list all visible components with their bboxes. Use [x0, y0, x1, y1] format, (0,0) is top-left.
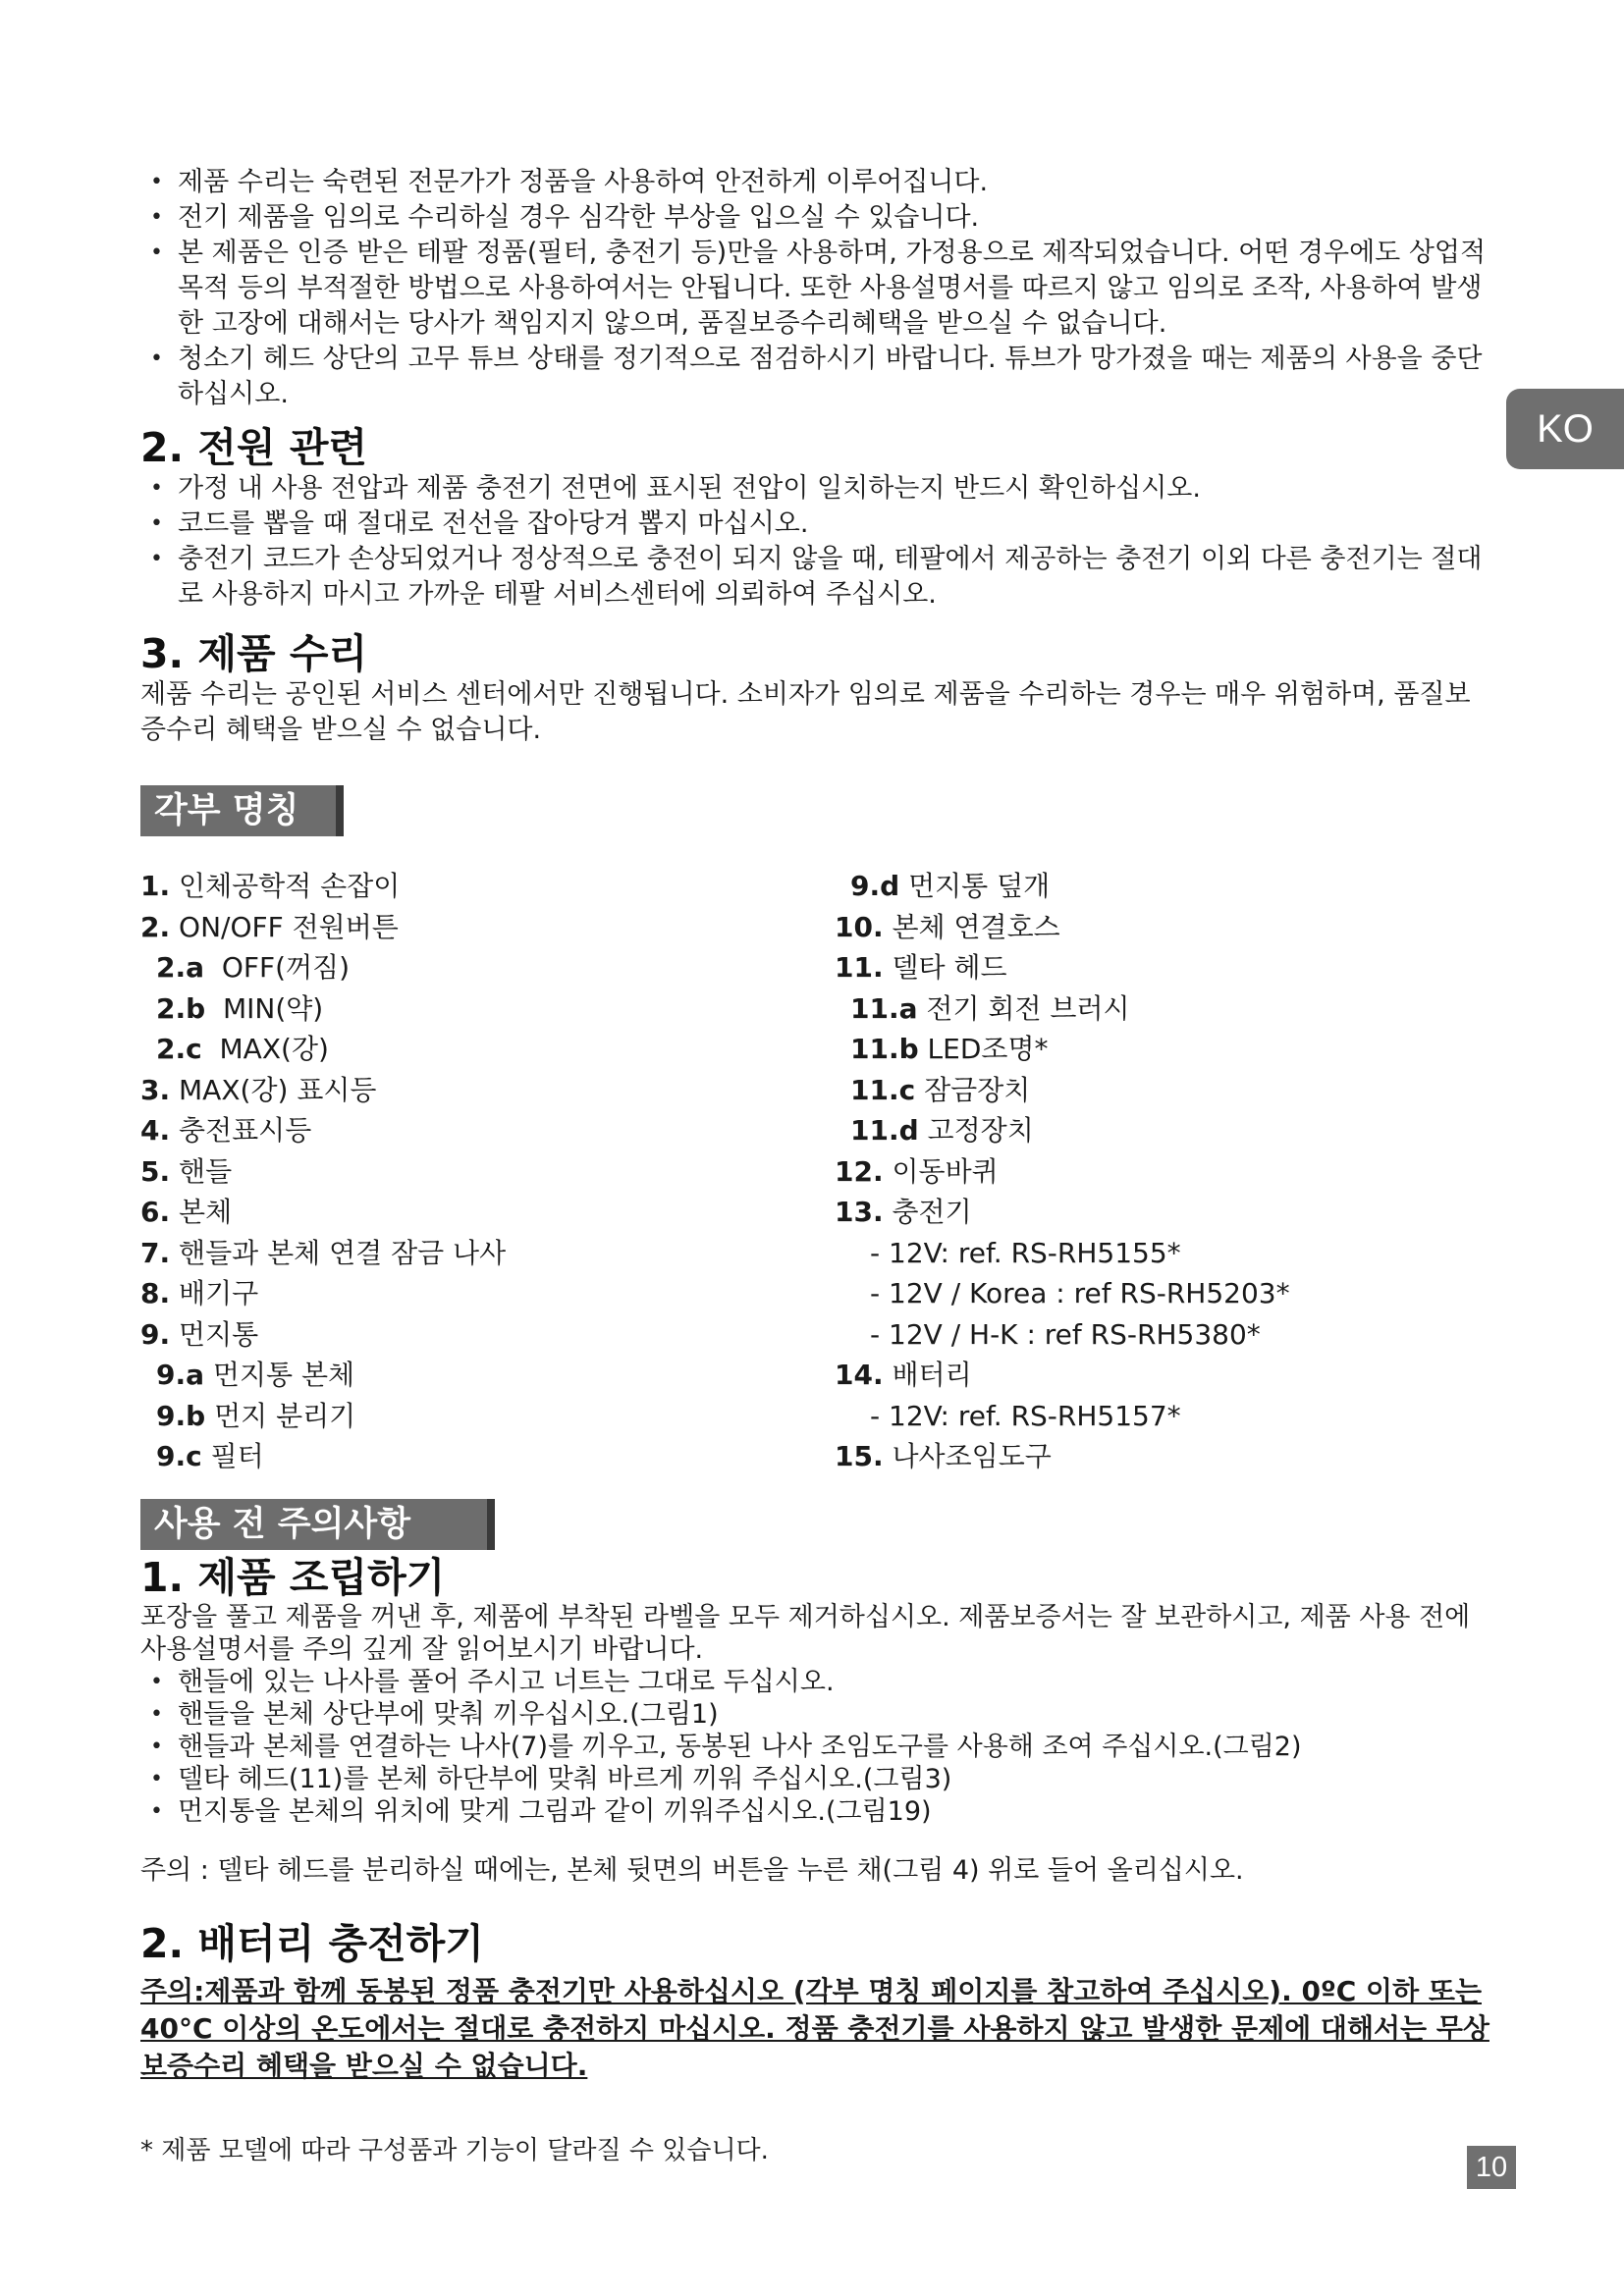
- parts-item: [835, 988, 1483, 1030]
- parts-item-label: 이동바퀴: [883, 1154, 999, 1188]
- parts-item: [835, 1070, 1483, 1111]
- parts-item-label: 먼지통: [170, 1317, 259, 1351]
- parts-item-label: MAX(강): [201, 1033, 329, 1065]
- assembly-note: 주의 : 델타 헤드를 분리하실 때에는, 본체 뒷면의 버튼을 누른 채(그림 4) 위로 들어 올리십시오.: [140, 1854, 1244, 1886]
- parts-item: [835, 1029, 1483, 1070]
- parts-item: [140, 1436, 835, 1477]
- parts-item-number: 15.: [835, 1440, 884, 1472]
- parts-item-label: 잠금장치: [915, 1073, 1031, 1106]
- page-number: 10: [1467, 2146, 1516, 2189]
- parts-item: [835, 1110, 1483, 1151]
- parts-item-label: 먼지통 본체: [204, 1359, 355, 1391]
- parts-item-label: 먼지통 덮개: [899, 870, 1051, 902]
- list-item: • 전기 제품을 임의로 수리하실 경우 심각한 부상을 입으실 수 있습니다.: [140, 200, 1495, 236]
- parts-item: [140, 1151, 835, 1193]
- parts-banner-wrap: [140, 785, 1495, 836]
- parts-item-label: LED조명*: [918, 1033, 1049, 1065]
- parts-item: [835, 947, 1483, 988]
- parts-item-label: 전기 회전 브러시: [917, 991, 1130, 1025]
- section-title-assembly: 1. 제품 조립하기: [140, 1553, 446, 1601]
- parts-item-number: 2.c: [156, 1033, 202, 1065]
- parts-item-label: 먼지 분리기: [205, 1399, 356, 1432]
- assembly-bullet-list: [140, 1666, 1495, 1828]
- precaution-banner-wrap: [140, 1499, 1495, 1550]
- parts-item-label: - 12V / Korea : ref RS-RH5203*: [870, 1277, 1290, 1309]
- parts-item-label: OFF(꺼짐): [204, 951, 351, 984]
- parts-item-label: 핸들: [170, 1154, 233, 1188]
- parts-item-number: 7.: [140, 1236, 171, 1269]
- language-tab[interactable]: KO: [1506, 389, 1624, 469]
- parts-item: [835, 1396, 1483, 1437]
- parts-item: [140, 1110, 835, 1151]
- parts-item-number: 2.a: [156, 951, 205, 984]
- parts-item-label: 본체: [170, 1196, 233, 1228]
- parts-item-number: 11.c: [850, 1073, 916, 1106]
- parts-item-label: 고정장치: [918, 1114, 1034, 1147]
- parts-item-number: 9.d: [850, 870, 900, 902]
- parts-item-number: 4.: [140, 1114, 171, 1147]
- list-item: • 핸들을 본체 상단부에 맞춰 끼우십시오.(그림1): [140, 1698, 1495, 1731]
- list-item: • 충전기 코드가 손상되었거나 정상적으로 충전이 되지 않을 때, 테팔에서 제공하는 충전기 이외 다른 충전기는 절대로 사용하지 마시고 가까운 테팔 서비스센터에 의뢰하여 주십시오.: [140, 542, 1495, 613]
- parts-item: [835, 1436, 1483, 1477]
- parts-item: [140, 1355, 835, 1396]
- repair-text: 제품 수리는 공인된 서비스 센터에서만 진행됩니다. 소비자가 임의로 제품을 수리하는 경우는 매우 위험하며, 품질보증수리 혜택을 받으실 수 없습니다.: [140, 679, 1471, 745]
- parts-item-number: 9.a: [156, 1359, 205, 1391]
- parts-item-label: 배터리: [883, 1359, 972, 1391]
- charging-warning: 주의:제품과 함께 동봉된 정품 충전기만 사용하십시오 (각부 명칭 페이지를 참고하여 주십시오). 0ºC 이하 또는 40°C 이상의 온도에서는 절대로 충전하지 마십시오. 정품 충전기를 사용하지 않고 발생한 문제에 대해서는 무상보증수리 혜택을 받으실 수 없습니다.: [140, 1974, 1489, 2082]
- section-title-power: 2. 전원 관련: [140, 424, 368, 471]
- parts-item-number: 3.: [140, 1073, 171, 1106]
- parts-item-label: 델타 헤드: [883, 951, 1007, 984]
- parts-item: [835, 1192, 1483, 1233]
- parts-item: [140, 1029, 835, 1070]
- parts-banner: 각부 명칭: [140, 785, 344, 836]
- parts-list: [140, 866, 1495, 1477]
- parts-item-number: 1.: [140, 870, 171, 902]
- parts-item-label: 나사조임도구: [883, 1440, 1052, 1472]
- parts-item-label: - 12V / H-K : ref RS-RH5380*: [870, 1317, 1261, 1351]
- parts-item-label: - 12V: ref. RS-RH5157*: [870, 1399, 1181, 1432]
- parts-item: [140, 1233, 835, 1274]
- parts-column-right: [835, 866, 1483, 1477]
- parts-item-number: 11.: [835, 951, 884, 984]
- parts-item: [140, 1314, 835, 1356]
- list-item: • 핸들과 본체를 연결하는 나사(7)를 끼우고, 동봉된 나사 조임도구를 사용해 조여 주십시오.(그림2): [140, 1731, 1495, 1763]
- parts-item-number: 6.: [140, 1196, 171, 1228]
- parts-item-label: 필터: [201, 1440, 264, 1472]
- list-item: • 델타 헤드(11)를 본체 하단부에 맞춰 바르게 끼워 주십시오.(그림3): [140, 1763, 1495, 1795]
- parts-item-label: 핸들과 본체 연결 잠금 나사: [170, 1236, 507, 1269]
- section-title-repair: 3. 제품 수리: [140, 630, 368, 677]
- parts-item: [835, 907, 1483, 948]
- parts-item: [140, 1273, 835, 1314]
- parts-item: [835, 1355, 1483, 1396]
- parts-item-label: MIN(약): [205, 991, 324, 1025]
- list-item: • 본 제품은 인증 받은 테팔 정품(필터, 충전기 등)만을 사용하며, 가정용으로 제작되었습니다. 어떤 경우에도 상업적 목적 등의 부적절한 방법으로 사용하여서는 안됩니다. 또한 사용설명서를 따르지 않고 임의로 조작, 사용하여 발생한 고장에 대해서는 당사가 책임지지 않으며, 품질보증수리혜택을 받으실 수 없습니다.: [140, 236, 1495, 342]
- parts-item: [835, 1314, 1483, 1356]
- parts-item-number: 2.: [140, 910, 171, 943]
- parts-item-label: MAX(강) 표시등: [170, 1073, 377, 1106]
- parts-item-label: 배기구: [170, 1277, 259, 1309]
- parts-item-number: 2.b: [156, 991, 206, 1025]
- parts-item-label: 본체 연결호스: [883, 910, 1060, 943]
- parts-item: [140, 988, 835, 1030]
- parts-item: [835, 1151, 1483, 1193]
- parts-item: [140, 1070, 835, 1111]
- parts-item: [835, 1273, 1483, 1314]
- section-title-charging: 2. 배터리 충전하기: [140, 1919, 484, 1967]
- parts-item-number: 8.: [140, 1277, 171, 1309]
- parts-item-label: 충전기: [883, 1196, 972, 1228]
- parts-item-label: 인체공학적 손잡이: [170, 870, 401, 902]
- list-item: • 청소기 헤드 상단의 고무 튜브 상태를 정기적으로 점검하시기 바랍니다. 튜브가 망가졌을 때는 제품의 사용을 중단하십시오.: [140, 342, 1495, 412]
- parts-item: [140, 907, 835, 948]
- list-item: • 가정 내 사용 전압과 제품 충전기 전면에 표시된 전압이 일치하는지 반드시 확인하십시오.: [140, 471, 1495, 507]
- parts-item-number: 11.b: [850, 1033, 919, 1065]
- parts-item: [140, 866, 835, 907]
- parts-item-number: 9.c: [156, 1440, 202, 1472]
- parts-item: [140, 947, 835, 988]
- parts-item-label: ON/OFF 전원버튼: [170, 910, 399, 943]
- page-content: [140, 165, 1495, 2085]
- parts-item-number: 9.b: [156, 1399, 206, 1432]
- parts-item: [140, 1396, 835, 1437]
- footnote: * 제품 모델에 따라 구성품과 기능이 달라질 수 있습니다.: [140, 2136, 769, 2165]
- parts-item: [835, 1233, 1483, 1274]
- parts-item: [835, 866, 1483, 907]
- intro-bullet-list: [140, 165, 1495, 412]
- parts-item-number: 11.d: [850, 1114, 919, 1147]
- parts-item-number: 5.: [140, 1154, 171, 1188]
- parts-item-number: 11.a: [850, 991, 918, 1025]
- parts-item-label: - 12V: ref. RS-RH5155*: [870, 1236, 1181, 1269]
- parts-item: [140, 1192, 835, 1233]
- parts-item-number: 10.: [835, 910, 884, 943]
- parts-column-left: [140, 866, 835, 1477]
- list-item: • 핸들에 있는 나사를 풀어 주시고 너트는 그대로 두십시오.: [140, 1666, 1495, 1698]
- list-item: • 제품 수리는 숙련된 전문가가 정품을 사용하여 안전하게 이루어집니다.: [140, 165, 1495, 200]
- parts-item-number: 14.: [835, 1359, 884, 1391]
- parts-item-number: 9.: [140, 1317, 171, 1351]
- parts-item-number: 12.: [835, 1154, 884, 1188]
- power-bullet-list: [140, 471, 1495, 613]
- parts-item-label: 충전표시등: [170, 1114, 312, 1147]
- assembly-text: 포장을 풀고 제품을 꺼낸 후, 제품에 부착된 라벨을 모두 제거하십시오. 제품보증서는 잘 보관하시고, 제품 사용 전에 사용설명서를 주의 깊게 잘 읽어보시기 바랍니다.: [140, 1601, 1471, 1665]
- precaution-banner: 사용 전 주의사항: [140, 1499, 495, 1550]
- parts-item-number: 13.: [835, 1196, 884, 1228]
- list-item: • 먼지통을 본체의 위치에 맞게 그림과 같이 끼워주십시오.(그림19): [140, 1795, 1495, 1828]
- list-item: • 코드를 뽑을 때 절대로 전선을 잡아당겨 뽑지 마십시오.: [140, 507, 1495, 542]
